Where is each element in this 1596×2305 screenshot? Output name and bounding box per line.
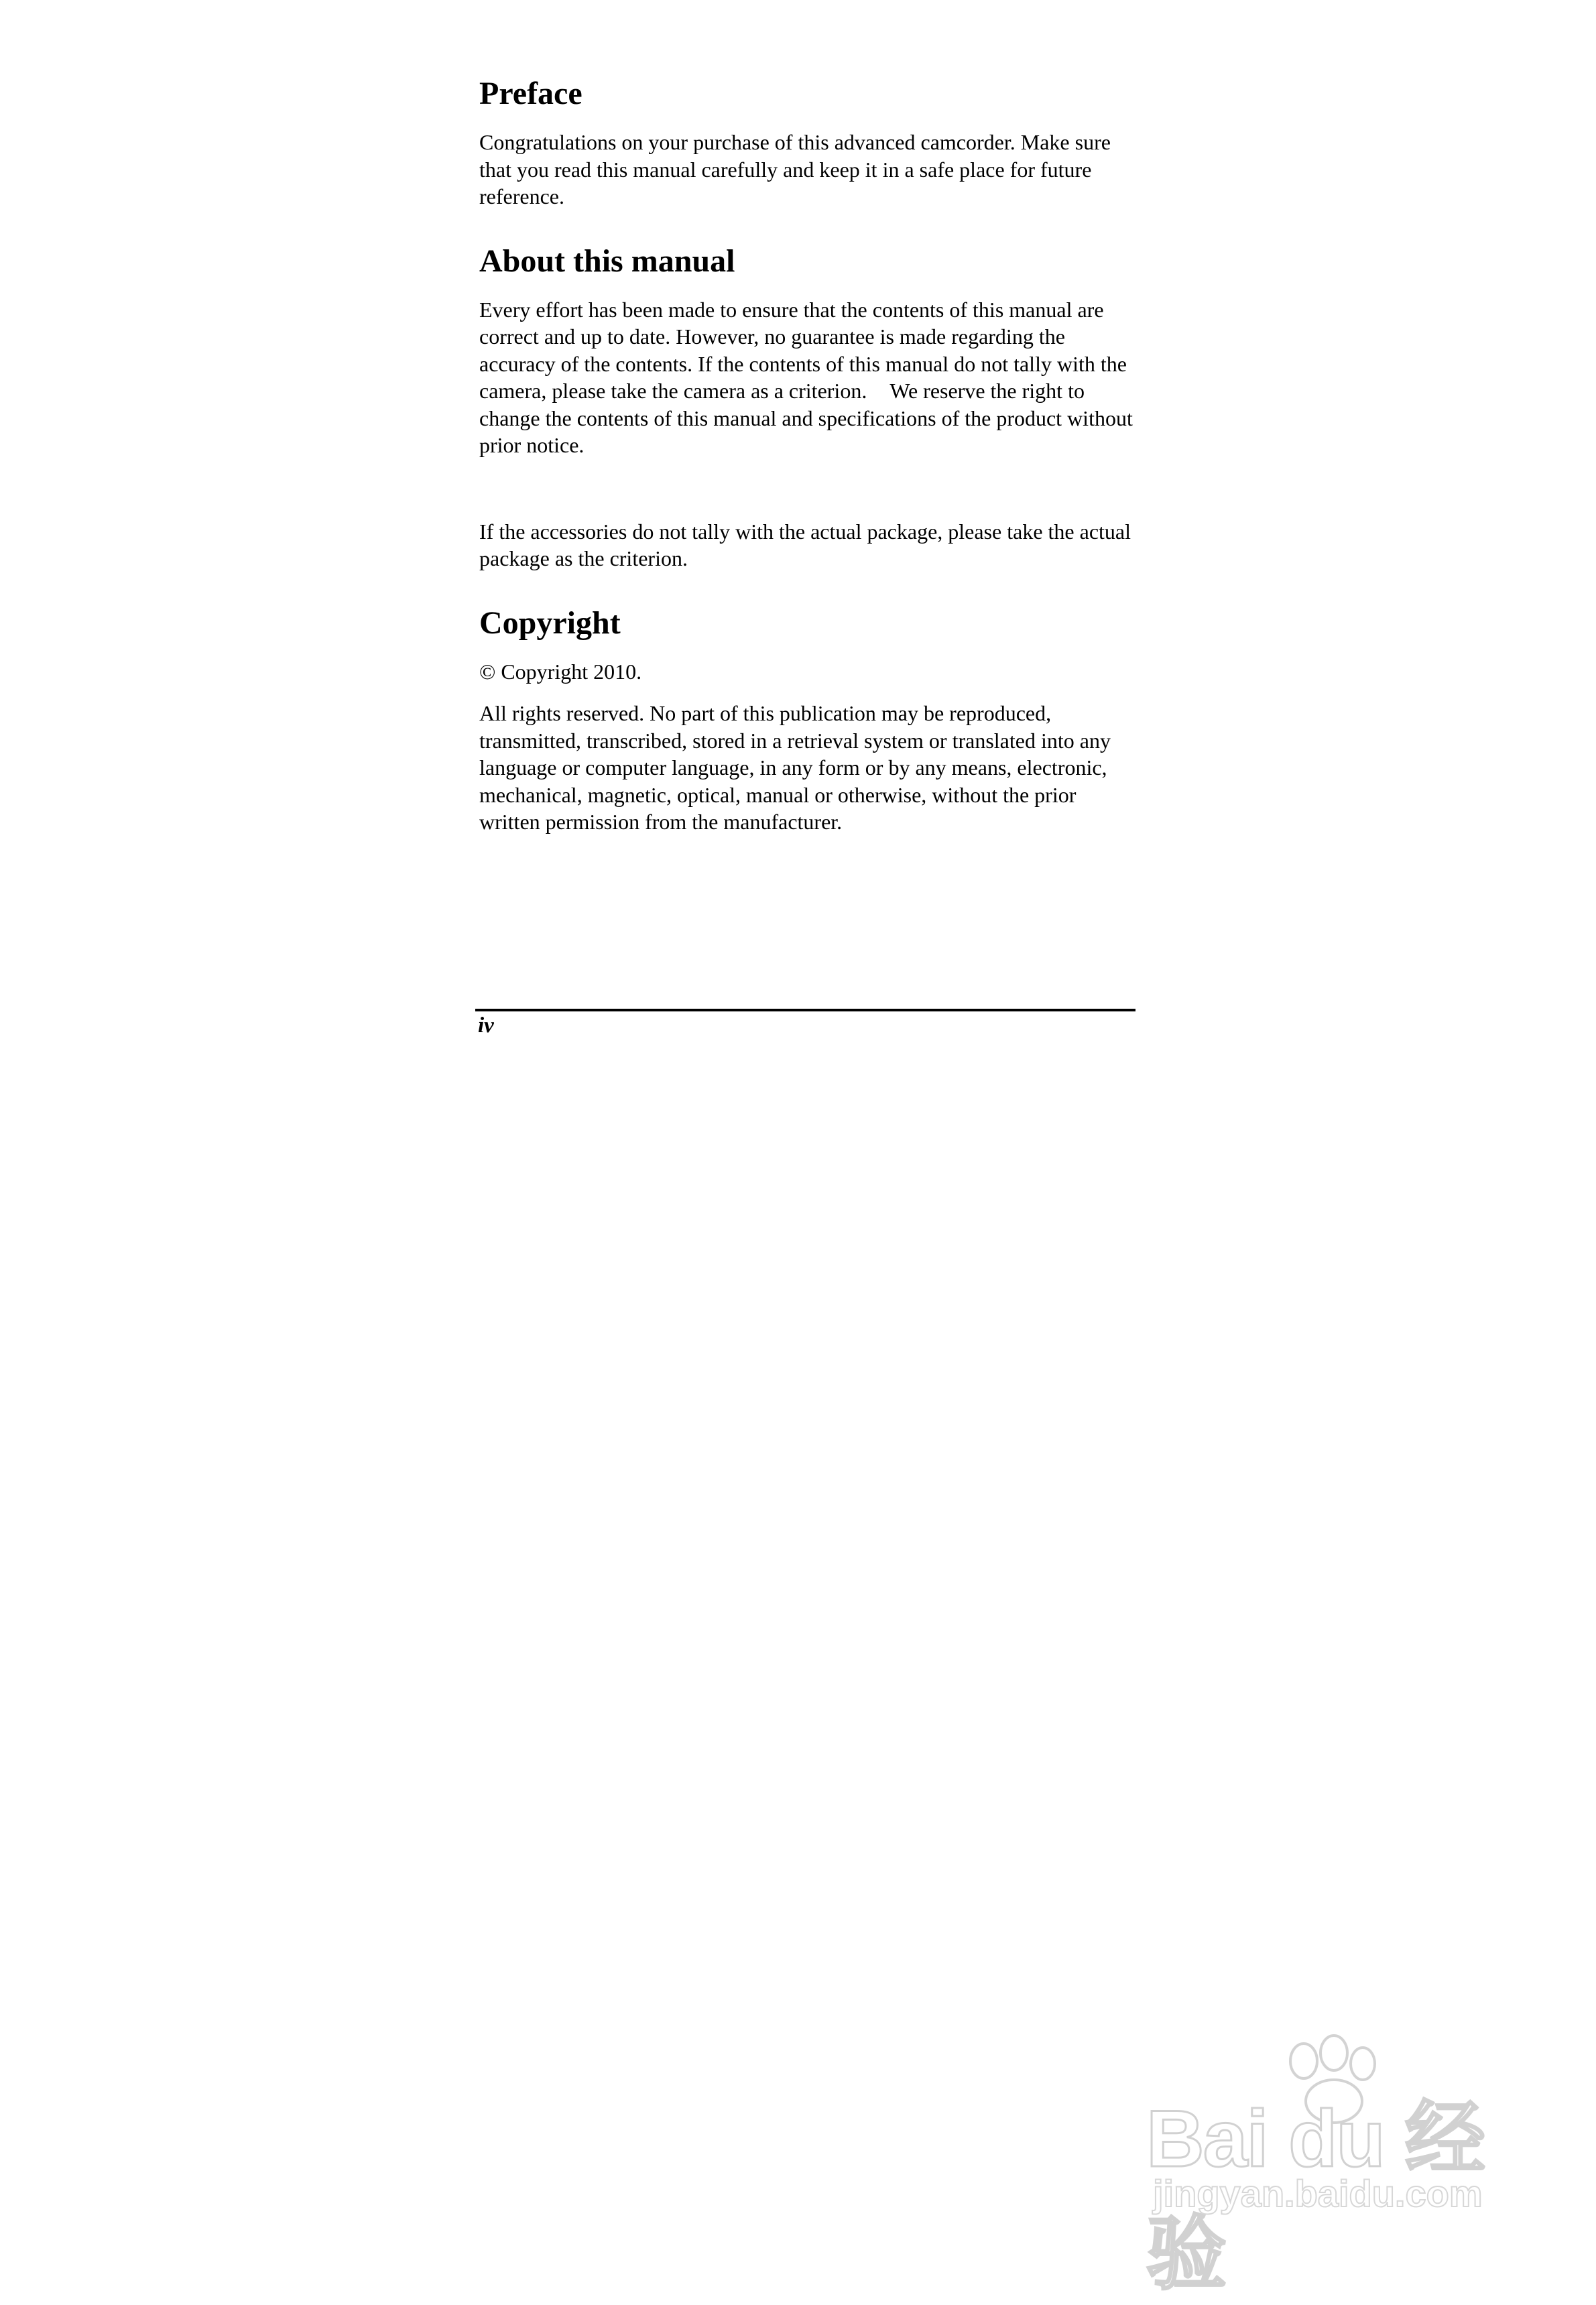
about-manual-text: [479, 296, 1136, 459]
about-manual-text-part1: Every effort has been made to ensure that the contents of this manual are correct and up to date. However, no guarantee is made regarding the accuracy of the contents. If the contents of this manual do not tally with the camera, please take the camera as a criterion.: [479, 297, 1127, 403]
copyright-text: All rights reserved. No part of this publication may be reproduced, transmitted, transcribed, stored in a retrieval system or translated into any language or computer language, in any form or by any means, electronic, mechanical, magnetic, optical, manual or otherwise, without the prior written permission from the manufacturer.: [479, 701, 1111, 834]
preface-section: [479, 74, 1136, 210]
preface-heading: Preface: [479, 76, 582, 111]
accessories-note: If the accessories do not tally with the actual package, please take the actual package as the criterion.: [479, 519, 1131, 570]
page-number: iv: [478, 1013, 494, 1038]
about-manual-heading: About this manual: [479, 243, 735, 279]
baidu-watermark: [1140, 2034, 1515, 2299]
copyright-section: [479, 603, 1136, 836]
footer-rule: [475, 1009, 1135, 1011]
preface-text: Congratulations on your purchase of this advanced camcorder. Make sure that you read this manual carefully and keep it in a safe place for future reference.: [479, 130, 1111, 208]
copyright-notice: © Copyright 2010.: [479, 659, 642, 684]
watermark-url: jingyan.baidu.com: [1153, 2172, 1483, 2215]
copyright-heading: Copyright: [479, 605, 621, 641]
watermark-brand: Bai du 经验: [1146, 2094, 1485, 2299]
about-manual-section: [479, 241, 1136, 572]
about-manual-text-part2: We reserve the right to change the contents of this manual and specifications of the product without prior notice.: [479, 379, 1133, 457]
manual-page: [479, 74, 1136, 867]
